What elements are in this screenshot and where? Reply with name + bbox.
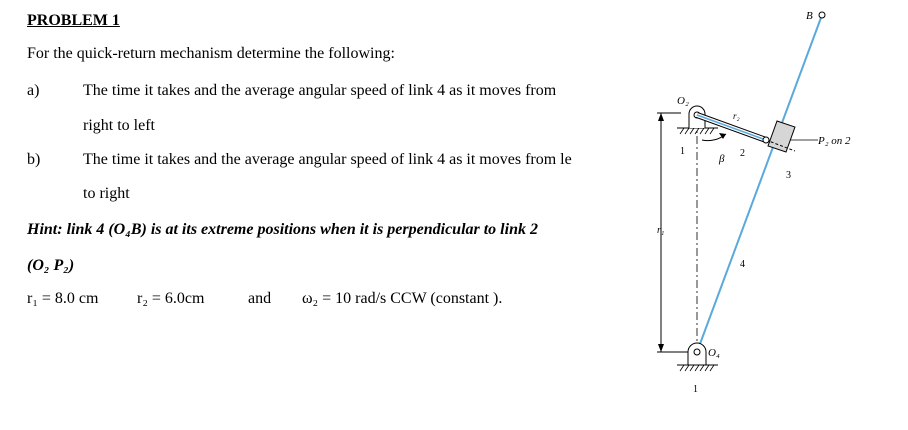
label-r1: r₁ — [657, 225, 665, 236]
item-a-line2: right to left — [83, 117, 155, 134]
given-r1: r₁ = 8.0 cm — [27, 290, 99, 307]
hint-line2: (O₂ P₂) — [27, 257, 75, 274]
item-b-label: b) — [27, 151, 41, 168]
label-link4: 4 — [740, 259, 745, 270]
item-a-label: a) — [27, 82, 40, 99]
label-link1-bottom: 1 — [693, 384, 698, 395]
problem-title: PROBLEM 1 — [27, 12, 120, 29]
label-link3: 3 — [786, 170, 791, 181]
label-link2: 2 — [740, 148, 745, 159]
label-p2: P₂ on 2 — [818, 135, 851, 147]
point-b — [819, 12, 825, 18]
label-r2: r₂ — [733, 111, 740, 121]
item-b-line1: The time it takes and the average angular speed of link 4 as it moves from le — [83, 152, 572, 168]
label-b: B — [806, 10, 813, 22]
item-b-line2: to right — [83, 185, 130, 202]
label-beta: β — [719, 153, 725, 165]
given-omega: ω₂ = 10 rad/s CCW (constant ). — [302, 290, 503, 307]
hint-line1: Hint: link 4 (O₄B) is at its extreme positions when it is perpendicular to link 2 — [27, 221, 538, 238]
link4-rocker — [697, 15, 822, 352]
problem-intro: For the quick-return mechanism determine the following: — [27, 45, 395, 62]
given-and: and — [248, 290, 272, 307]
item-a-line1: The time it takes and the average angular speed of link 4 as it moves from — [83, 82, 557, 99]
label-link1-top: 1 — [680, 146, 685, 157]
label-o2: O₂ — [677, 95, 689, 107]
given-r2: r₂ = 6.0cm — [137, 290, 205, 307]
label-o4: O₄ — [708, 347, 720, 359]
slider-block — [763, 121, 795, 152]
